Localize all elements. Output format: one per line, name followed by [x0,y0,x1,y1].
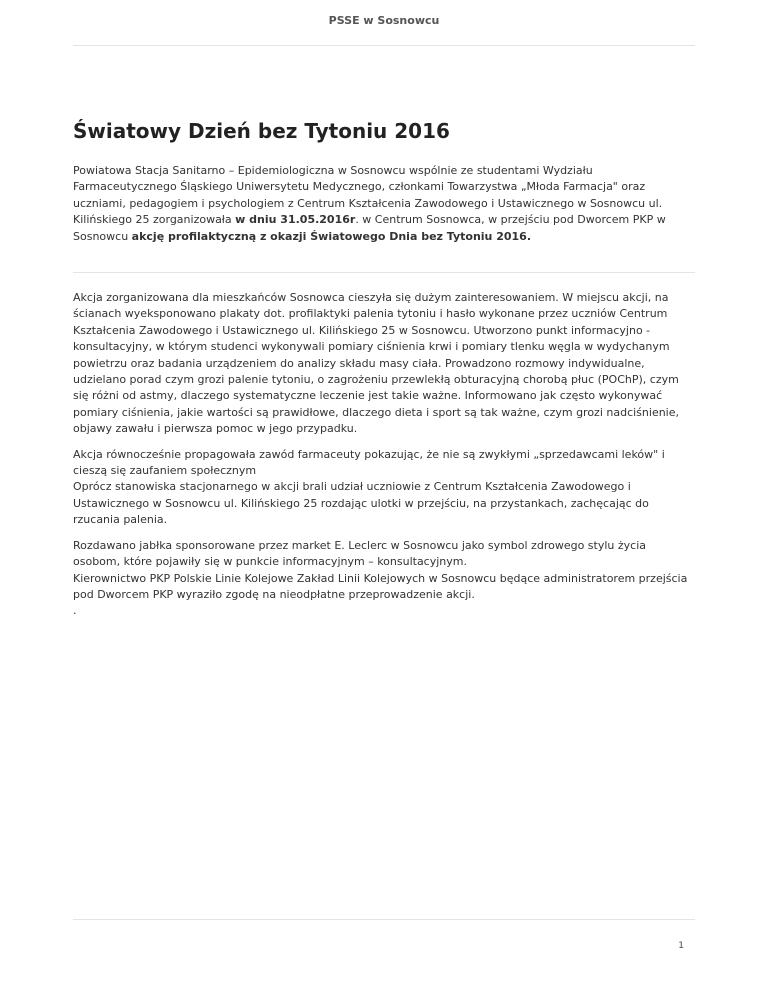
paragraph-2-line-1: Akcja równocześnie propagowała zawód farmaceuty pokazując, że nie są zwykłymi „sprzedawcami leków" i cieszą się zaufaniem społecznym [73,447,665,478]
body-paragraph-3 [73,538,695,620]
page-number: 1 [678,941,684,951]
header-divider [73,45,695,46]
intro-action: akcję profilaktyczną z okazji Światowego Dnia bez Tytoniu 2016. [131,229,532,243]
page-header-site-name: PSSE w Sosnowcu [328,14,440,27]
paragraph-2-line-2: Oprócz stanowiska stacjonarnego w akcji brali udział uczniowie z Centrum Kształcenia Zawodowego i Ustawicznego w Sosnowcu ul. Kilińskiego 25 rozdając ulotki w przejściu, na przystankach, zachęcając do rzucania palenia. [73,480,649,527]
paragraph-3-line-1: Rozdawano jabłka sponsorowane przez market E. Leclerc w Sosnowcu jako symbol zdrowego stylu życia osobom, które pojawiły się w punkcie informacyjnym – konsultacyjnym. [73,538,647,569]
footer-divider [73,919,695,920]
intro-date: w dniu 31.05.2016r [235,213,356,227]
paragraph-3-line-3: . [73,604,77,618]
body-paragraph-1: Akcja zorganizowana dla mieszkańców Sosnowca cieszyła się dużym zainteresowaniem. W miejscu akcji, na ścianach wyeksponowano plakaty dot. profilaktyki palenia tytoniu i hasło wykonane przez uczniów Centrum Kształcenia Zawodowego i Ustawicznego ul. Kilińskiego 25 w Sosnowcu. Utworzono punkt informacyjno - konsultacyjny, w którym studenci wykonywali pomiary ciśnienia krwi i pomiary tlenku węgla w wydychanym powietrzu oraz badania urządzeniem do analizy składu masy ciała. Prowadzono rozmowy indywidualne, udzielano porad czym grozi palenie tytoniu, o zagrożeniu przewlekłą obturacyjną chorobą płuc (POChP), czym się różni od astmy, dlaczego systematyczne leczenie jest takie ważne. Informowano jak często wykonywać pomiary ciśnienia, jakie wartości są prawidłowe, dlaczego dieta i sport są tak ważne, czym grozi nadciśnienie, objawy zawału i pierwsza pomoc w jego przypadku. [73,291,680,436]
paragraph-3-line-2: Kierownictwo PKP Polskie Linie Kolejowe Zakład Linii Kolejowych w Sosnowcu będące administratorem przejścia pod Dworcem PKP wyraziło zgodę na nieodpłatne przeprowadzenie akcji. [73,571,688,601]
intro-text-part2: . w Centrum Sosnowca, w przejściu pod Dworcem PKP w Sosnowcu [73,213,666,243]
intro-paragraph [73,163,695,245]
body-paragraph-2 [73,447,695,529]
article-intro [73,163,695,245]
section-divider [73,272,695,273]
intro-text-part1: Powiatowa Stacja Sanitarno – Epidemiologiczna w Sosnowcu wspólnie ze studentami Wydziału Farmaceutycznego Śląskiego Uniwersytetu Medycznego, członkami Towarzystwa „Młoda Farmacja" oraz uczniami, pedagogiem i psychologiem z Centrum Kształcenia Zawodowego i Ustawicznego w Sosnowcu ul. Kilińskiego 25 zorganizowała [73,164,663,227]
article-body [73,290,695,629]
article-title: Światowy Dzień bez Tytoniu 2016 [73,119,450,143]
